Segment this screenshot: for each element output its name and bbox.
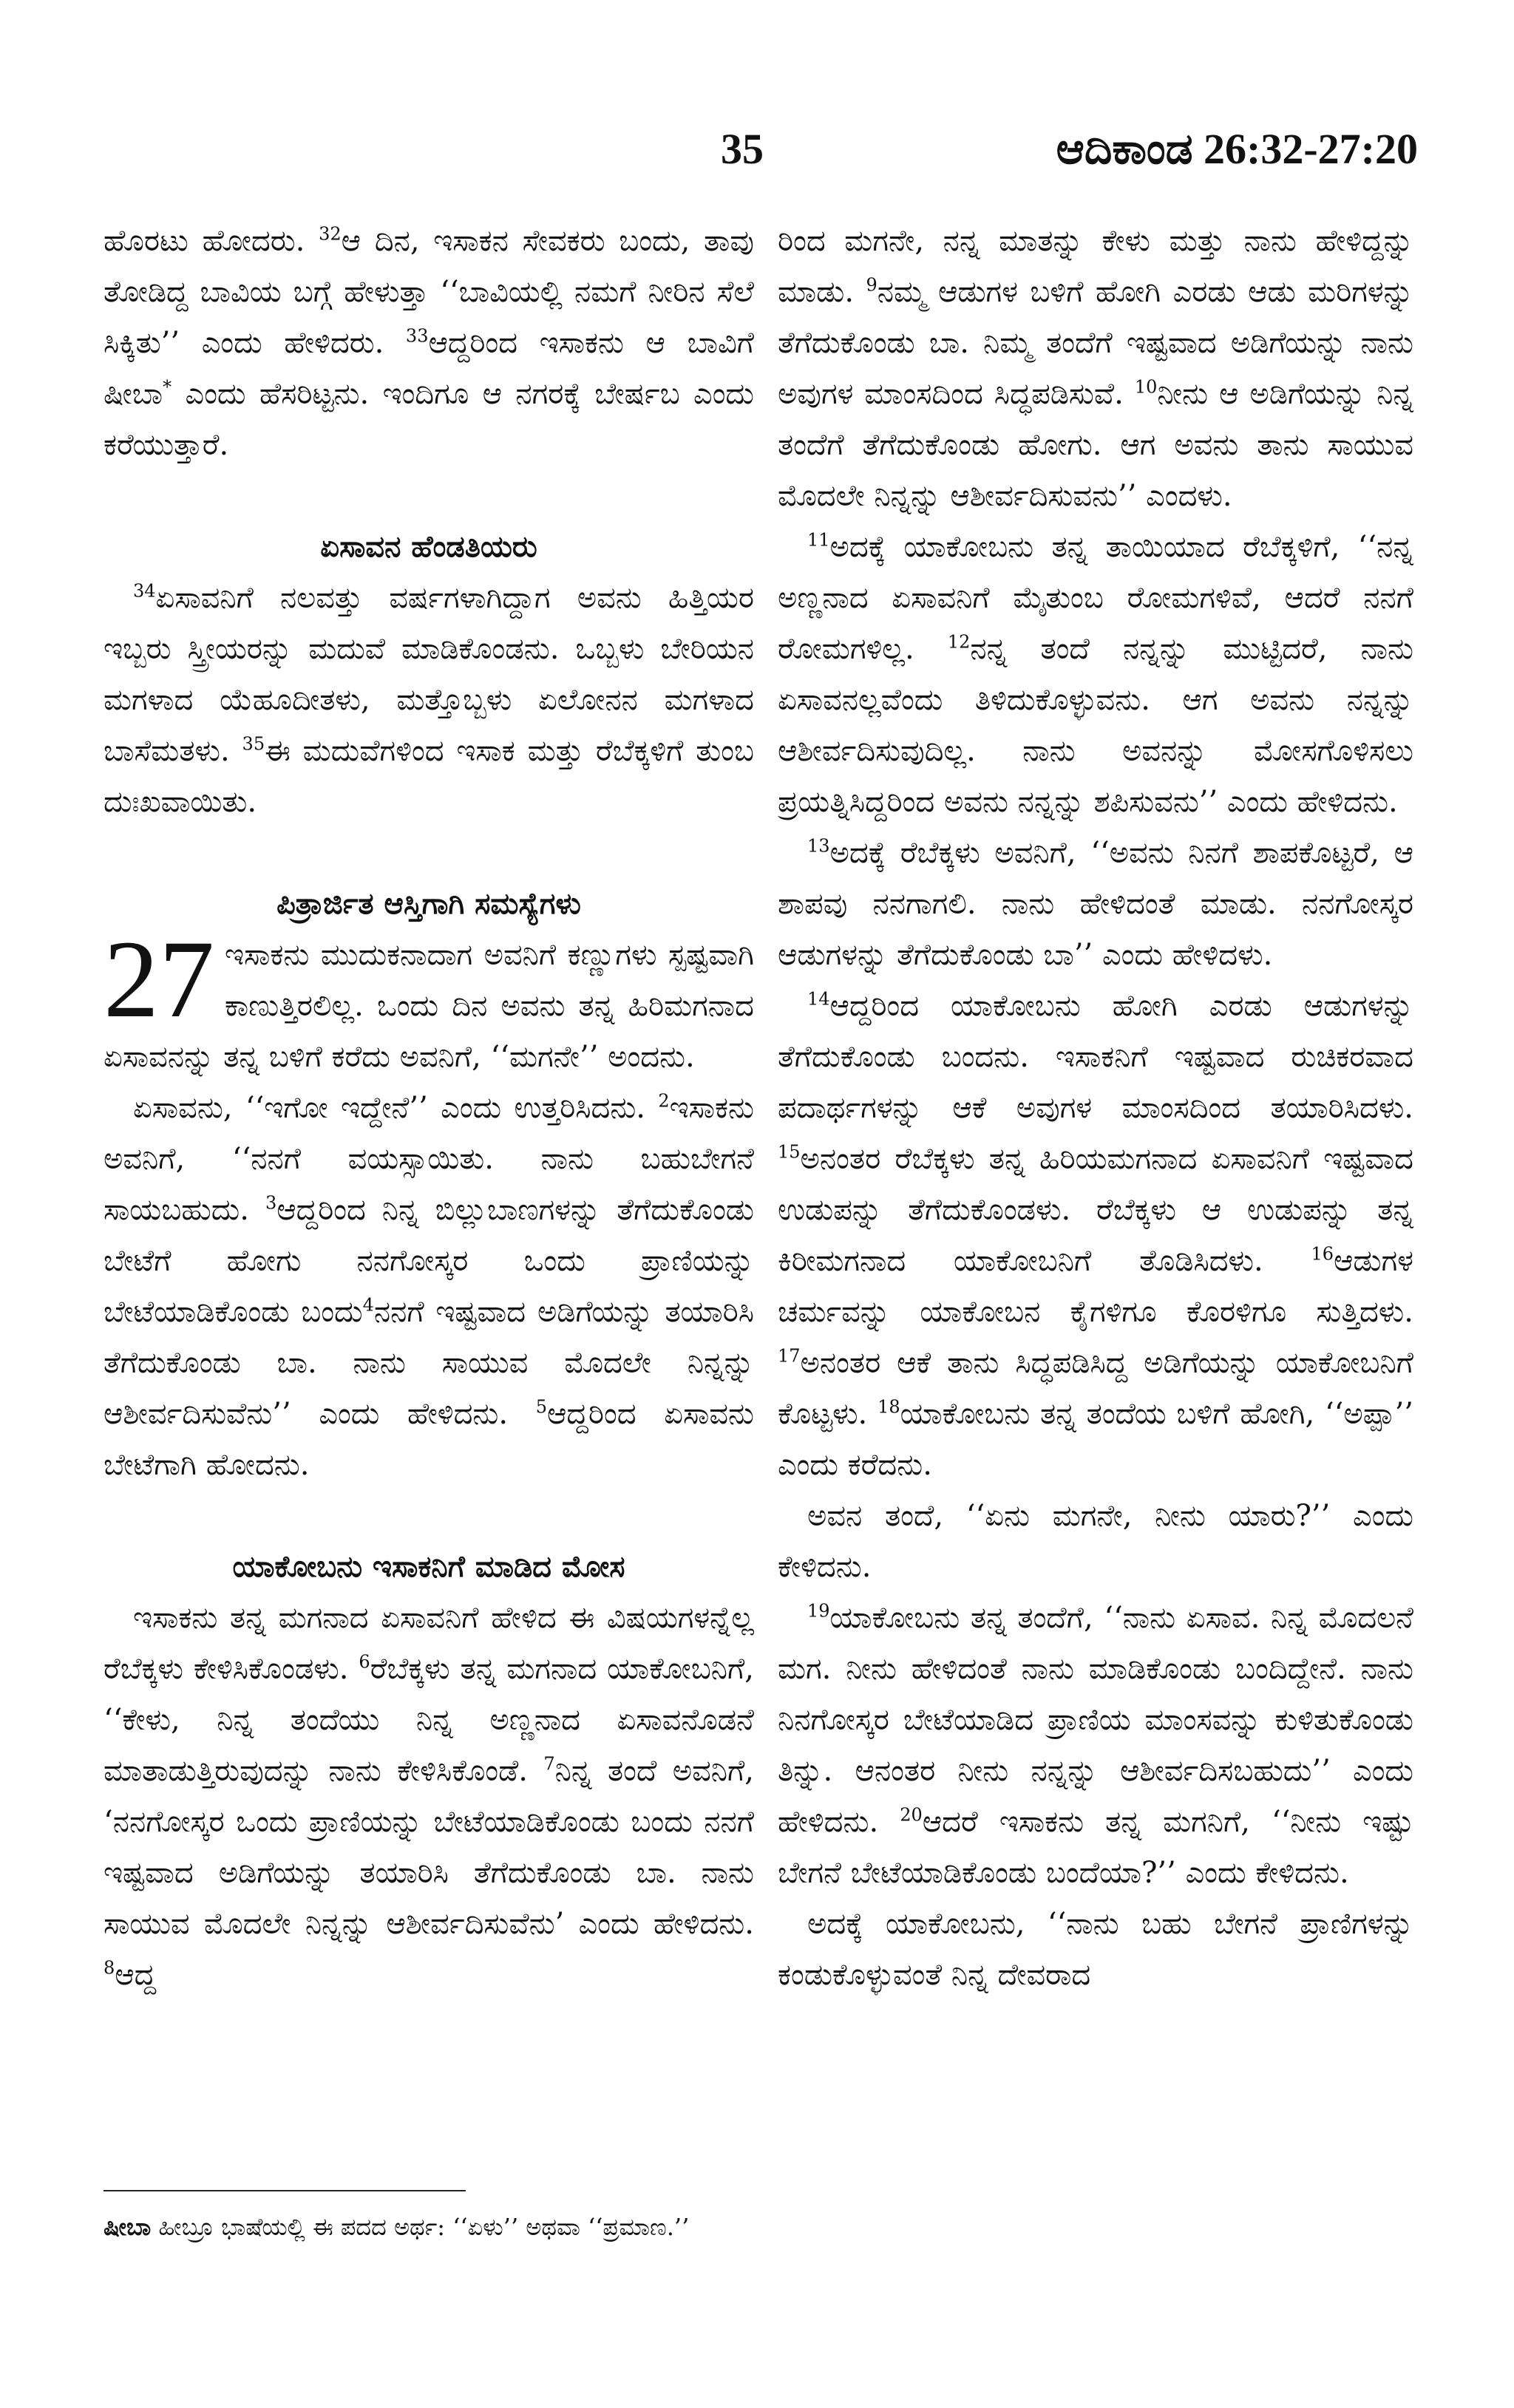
section-heading: ಏಸಾವನ ಹೆಂಡತಿಯರು <box>320 530 537 564</box>
section-heading: ಪಿತ್ರಾರ್ಜಿತ ಆಸ್ತಿಗಾಗಿ ಸಮಸ್ಯೆಗಳು <box>276 887 581 921</box>
verse-number: 34 <box>133 580 156 602</box>
paragraph: ಹೊರಟು ಹೋದರು. $^{32}$ಆ ದಿನ, ಇಸಾಕನ ಸೇವಕರು ಬಂದು, ತಾವು ತೋಡಿದ್ದ ಬಾವಿಯ ಬಗ್ಗೆ ಹೇಳುತ್ತಾ ‘‘ಬಾವಿಯಲ್ಲಿ ನಮಗೆ ನೀರಿನ ಸೆಲೆ ಸಿಕ್ಕಿತು’’ ಎಂದು ಹೇಳಿದರು. $^{33}$ಆದ್ದರಿಂದ ಇಸಾಕನು ಆ ಬಾವಿಗೆ ಷೀಬಾ* ಎಂದು ಹೆಸರಿಟ್ಟನು. ಇಂದಿಗೂ ಆ ನಗರಕ್ಕೆ ಬೇರ್ಷಬ ಎಂದು ಕರೆಯುತ್ತಾರೆ. <box>103 223 754 462</box>
section-heading: ಯಾಕೋಬನು ಇಸಾಕನಿಗೆ ಮಾಡಿದ ಮೋಸ <box>232 1550 625 1584</box>
verse-number: 16 <box>1311 1243 1334 1265</box>
paragraph: ಇಸಾಕನು ತನ್ನ ಮಗನಾದ ಏಸಾವನಿಗೆ ಹೇಳಿದ ಈ ವಿಷಯಗಳನ್ನೆಲ್ಲ ರೆಬೆಕ್ಕಳು ಕೇಳಿಸಿಕೊಂಡಳು. $^6$ರೆಬೆಕ್ಕಳು ತನ್ನ ಮಗನಾದ ಯಾಕೋಬನಿಗೆ, ‘‘ಕೇಳು, ನಿನ್ನ ತಂದೆಯು ನಿನ್ನ ಅಣ್ಣನಾದ ಏಸಾವನೊಡನೆ ಮಾತಾಡುತ್ತಿರುವುದನ್ನು ನಾನು ಕೇಳಿಸಿಕೊಂಡೆ. $^7$ನಿನ್ನ ತಂದೆ ಅವನಿಗೆ, ‘ನನಗೋಸ್ಕರ ಒಂದು ಪ್ರಾಣಿಯನ್ನು ಬೇಟೆಯಾಡಿಕೊಂಡು ಬಂದು ನನಗೆ ಇಷ್ಟವಾದ ಅಡಿಗೆಯನ್ನು ತಯಾರಿಸಿ ತೆಗೆದುಕೊಂಡು ಬಾ. ನಾನು ಸಾಯುವ ಮೊದಲೇ ನಿನ್ನನ್ನು ಆಶೀರ್ವದಿಸುವೆನು’ ಎಂದು ಹೇಳಿದನು. $^8$ಆದ್ದ <box>103 1601 754 1992</box>
paragraph: ಅದಕ್ಕೆ ಯಾಕೋಬನು, ‘‘ನಾನು ಬಹು ಬೇಗನೆ ಪ್ರಾಣಿಗಳನ್ನು ಕಂಡುಕೊಳ್ಳುವಂತೆ ನಿನ್ನ ದೇವರಾದ <box>778 1907 1413 1992</box>
verse-number: 3 <box>265 1192 277 1214</box>
verse-number: 17 <box>778 1345 801 1367</box>
verse-number: 14 <box>807 988 830 1010</box>
chapter-number: 27 <box>103 918 214 1041</box>
paragraph: ಅವನ ತಂದೆ, ‘‘ಏನು ಮಗನೇ, ನೀನು ಯಾರು?’’ ಎಂದು ಕೇಳಿದನು. <box>778 1499 1413 1584</box>
footnote-term: ಷೀಬಾ <box>103 2213 152 2241</box>
book-reference: ಆದಿಕಾಂಡ 26:32-27:20 <box>1056 125 1418 173</box>
paragraph: ರಿಂದ ಮಗನೇ, ನನ್ನ ಮಾತನ್ನು ಕೇಳು ಮತ್ತು ನಾನು ಹೇಳಿದ್ದನ್ನು ಮಾಡು. $^9$ನಮ್ಮ ಆಡುಗಳ ಬಳಿಗೆ ಹೋಗಿ ಎರಡು ಆಡು ಮರಿಗಳನ್ನು ತೆಗೆದುಕೊಂಡು ಬಾ. ನಿಮ್ಮ ತಂದೆಗೆ ಇಷ್ಟವಾದ ಅಡಿಗೆಯನ್ನು ನಾನು ಅವುಗಳ ಮಾಂಸದಿಂದ ಸಿದ್ಧಪಡಿಸುವೆ. $^{10}$ನೀನು ಆ ಅಡಿಗೆಯನ್ನು ನಿನ್ನ ತಂದೆಗೆ ತೆಗೆದುಕೊಂಡು ಹೋಗು. ಆಗ ಅವನು ತಾನು ಸಾಯುವ ಮೊದಲೇ ನಿನ್ನನ್ನು ಆಶೀರ್ವದಿಸುವನು’’ ಎಂದಳು. <box>778 224 1413 513</box>
page-number: 35 <box>721 125 764 173</box>
verse-number: 5 <box>535 1396 548 1418</box>
left-column <box>103 216 754 2001</box>
verse-number: 9 <box>866 274 877 296</box>
paragraph: $^{34}$ಏಸಾವನಿಗೆ ನಲವತ್ತು ವರ್ಷಗಳಾಗಿದ್ದಾಗ ಅವನು ಹಿತ್ತಿಯರ ಇಬ್ಬರು ಸ್ತ್ರೀಯರನ್ನು ಮದುವೆ ಮಾಡಿಕೊಂಡನು. ಒಬ್ಬಳು ಬೇರಿಯನ ಮಗಳಾದ ಯೆಹೂದೀತಳು, ಮತ್ತೊಬ್ಬಳು ಏಲೋನನ ಮಗಳಾದ ಬಾಸೆಮತಳು. $^{35}$ಈ ಮದುವೆಗಳಿಂದ ಇಸಾಕ ಮತ್ತು ರೆಬೆಕ್ಕಳಿಗೆ ತುಂಬ ದುಃಖವಾಯಿತು. <box>103 580 754 819</box>
paragraph: $^{13}$ಅದಕ್ಕೆ ರೆಬೆಕ್ಕಳು ಅವನಿಗೆ, ‘‘ಅವನು ನಿನಗೆ ಶಾಪಕೊಟ್ಟರೆ, ಆ ಶಾಪವು ನನಗಾಗಲಿ. ನಾನು ಹೇಳಿದಂತೆ ಮಾಡು. ನನಗೋಸ್ಕರ ಆಡುಗಳನ್ನು ತೆಗೆದುಕೊಂಡು ಬಾ’’ ಎಂದು ಹೇಳಿದಳು. <box>778 835 1413 972</box>
verse-number: 11 <box>807 529 830 551</box>
verse-number: 10 <box>1134 376 1158 398</box>
paragraph: 27 ಇಸಾಕನು ಮುದುಕನಾದಾಗ ಅವನಿಗೆ ಕಣ್ಣುಗಳು ಸ್ಪಷ್ಟವಾಗಿ ಕಾಣುತ್ತಿರಲಿಲ್ಲ. ಒಂದು ದಿನ ಅವನು ತನ್ನ ಹಿರಿಮಗನಾದ ಏಸಾವನನ್ನು ತನ್ನ ಬಳಿಗೆ ಕರೆದು ಅವನಿಗೆ, ‘‘ಮಗನೇ’’ ಅಂದನು. <box>103 918 754 1074</box>
verse-number: 8 <box>103 1957 115 1979</box>
paragraph: $^{14}$ಆದ್ದರಿಂದ ಯಾಕೋಬನು ಹೋಗಿ ಎರಡು ಆಡುಗಳನ್ನು ತೆಗೆದುಕೊಂಡು ಬಂದನು. ಇಸಾಕನಿಗೆ ಇಷ್ಟವಾದ ರುಚಿಕರವಾದ ಪದಾರ್ಥಗಳನ್ನು ಆಕೆ ಅವುಗಳ ಮಾಂಸದಿಂದ ತಯಾರಿಸಿದಳು. $^{15}$ಅನಂತರ ರೆಬೆಕ್ಕಳು ತನ್ನ ಹಿರಿಯಮಗನಾದ ಏಸಾವನಿಗೆ ಇಷ್ಟವಾದ ಉಡುಪನ್ನು ತೆಗೆದುಕೊಂಡಳು. ರೆಬೆಕ್ಕಳು ಆ ಉಡುಪನ್ನು ತನ್ನ ಕಿರೀಮಗನಾದ ಯಾಕೋಬನಿಗೆ ತೊಡಿಸಿದಳು. $^{16}$ಆಡುಗಳ ಚರ್ಮವನ್ನು ಯಾಕೋಬನ ಕೈಗಳಿಗೂ ಕೊರಳಿಗೂ ಸುತ್ತಿದಳು. $^{17}$ಅನಂತರ ಆಕೆ ತಾನು ಸಿದ್ಧಪಡಿಸಿದ್ದ ಅಡಿಗೆಯನ್ನು ಯಾಕೋಬನಿಗೆ ಕೊಟ್ಟಳು. $^{18}$ಯಾಕೋಬನು ತನ್ನ ತಂದೆಯ ಬಳಿಗೆ ಹೋಗಿ, ‘‘ಅಪ್ಪಾ’’ ಎಂದು ಕರೆದನು. <box>778 988 1414 1482</box>
footnote-divider <box>103 2190 466 2191</box>
verse-number: 6 <box>359 1651 370 1673</box>
verse-number: 18 <box>877 1396 900 1418</box>
right-column <box>778 216 1413 2001</box>
footnote-text: ಹೀಬ್ರೂ ಭಾಷೆಯಲ್ಲಿ ಈ ಪದದ ಅರ್ಥ: ‘‘ಏಳು’’ ಅಥವಾ ‘‘ಪ್ರಮಾಣ.’’ <box>151 2213 690 2241</box>
verse-number: 35 <box>242 733 265 755</box>
paragraph: ಏಸಾವನು, ‘‘ಇಗೋ ಇದ್ದೇನೆ’’ ಎಂದು ಉತ್ತರಿಸಿದನು. $^2$ಇಸಾಕನು ಅವನಿಗೆ, ‘‘ನನಗೆ ವಯಸ್ಸಾಯಿತು. ನಾನು ಬಹುಬೇಗನೆ ಸಾಯಬಹುದು. $^3$ಆದ್ದರಿಂದ ನಿನ್ನ ಬಿಲ್ಲುಬಾಣಗಳನ್ನು ತೆಗೆದುಕೊಂಡು ಬೇಟೆಗೆ ಹೋಗು ನನಗೋಸ್ಕರ ಒಂದು ಪ್ರಾಣಿಯನ್ನು ಬೇಟೆಯಾಡಿಕೊಂಡು ಬಂದು$^4$ನನಗೆ ಇಷ್ಟವಾದ ಅಡಿಗೆಯನ್ನು ತಯಾರಿಸಿ ತೆಗೆದುಕೊಂಡು ಬಾ. ನಾನು ಸಾಯುವ ಮೊದಲೇ ನಿನ್ನನ್ನು ಆಶೀರ್ವದಿಸುವೆನು’’ ಎಂದು ಹೇಳಿದನು. $^5$ಆದ್ದರಿಂದ ಏಸಾವನು ಬೇಟೆಗಾಗಿ ಹೋದನು. <box>103 1090 755 1482</box>
verse-number: 12 <box>947 631 971 653</box>
paragraph: $^{19}$ಯಾಕೋಬನು ತನ್ನ ತಂದೆಗೆ, ‘‘ನಾನು ಏಸಾವ. ನಿನ್ನ ಮೊದಲನೆ ಮಗ. ನೀನು ಹೇಳಿದಂತೆ ನಾನು ಮಾಡಿಕೊಂಡು ಬಂದಿದ್ದೇನೆ. ನಾನು ನಿನಗೋಸ್ಕರ ಬೇಟೆಯಾಡಿದ ಪ್ರಾಣಿಯ ಮಾಂಸವನ್ನು ಕುಳಿತುಕೊಂಡು ತಿನ್ನು. ಆನಂತರ ನೀನು ನನ್ನನ್ನು ಆಶೀರ್ವದಿಸಬಹುದು’’ ಎಂದು ಹೇಳಿದನು. $^{20}$ಆದರೆ ಇಸಾಕನು ತನ್ನ ಮಗನಿಗೆ, ‘‘ನೀನು ಇಷ್ಟು ಬೇಗನೆ ಬೇಟೆಯಾಡಿಕೊಂಡು ಬಂದೆಯಾ?’’ ಎಂದು ಕೇಳಿದನು. <box>778 1600 1414 1890</box>
verse-number: 19 <box>807 1600 830 1622</box>
verse-number: 33 <box>405 325 429 347</box>
verse-number: 4 <box>362 1294 374 1316</box>
verse-number: 7 <box>543 1753 555 1775</box>
verse-number: 2 <box>658 1090 670 1112</box>
paragraph: $^{11}$ಅದಕ್ಕೆ ಯಾಕೋಬನು ತನ್ನ ತಾಯಿಯಾದ ರೆಬೆಕ್ಕಳಿಗೆ, ‘‘ನನ್ನ ಅಣ್ಣನಾದ ಏಸಾವನಿಗೆ ಮೈತುಂಬ ರೋಮಗಳಿವೆ, ಆದರೆ ನನಗೆ ರೋಮಗಳಿಲ್ಲ. $^{12}$ನನ್ನ ತಂದೆ ನನ್ನನ್ನು ಮುಟ್ಟಿದರೆ, ನಾನು ಏಸಾವನಲ್ಲವೆಂದು ತಿಳಿದುಕೊಳ್ಳುವನು. ಆಗ ಅವನು ನನ್ನನ್ನು ಆಶೀರ್ವದಿಸುವುದಿಲ್ಲ. ನಾನು ಅವನನ್ನು ಮೋಸಗೊಳಿಸಲು ಪ್ರಯತ್ನಿಸಿದ್ದರಿಂದ ಅವನು ನನ್ನನ್ನು ಶಪಿಸುವನು’’ ಎಂದು ಹೇಳಿದನು. <box>778 529 1414 819</box>
verse-number: 32 <box>319 223 342 245</box>
verse-number: 15 <box>778 1141 801 1163</box>
footnote <box>103 2206 754 2248</box>
footnote-marker[interactable]: * <box>163 376 172 398</box>
verse-number: 20 <box>900 1804 923 1826</box>
verse-number: 13 <box>807 835 830 857</box>
